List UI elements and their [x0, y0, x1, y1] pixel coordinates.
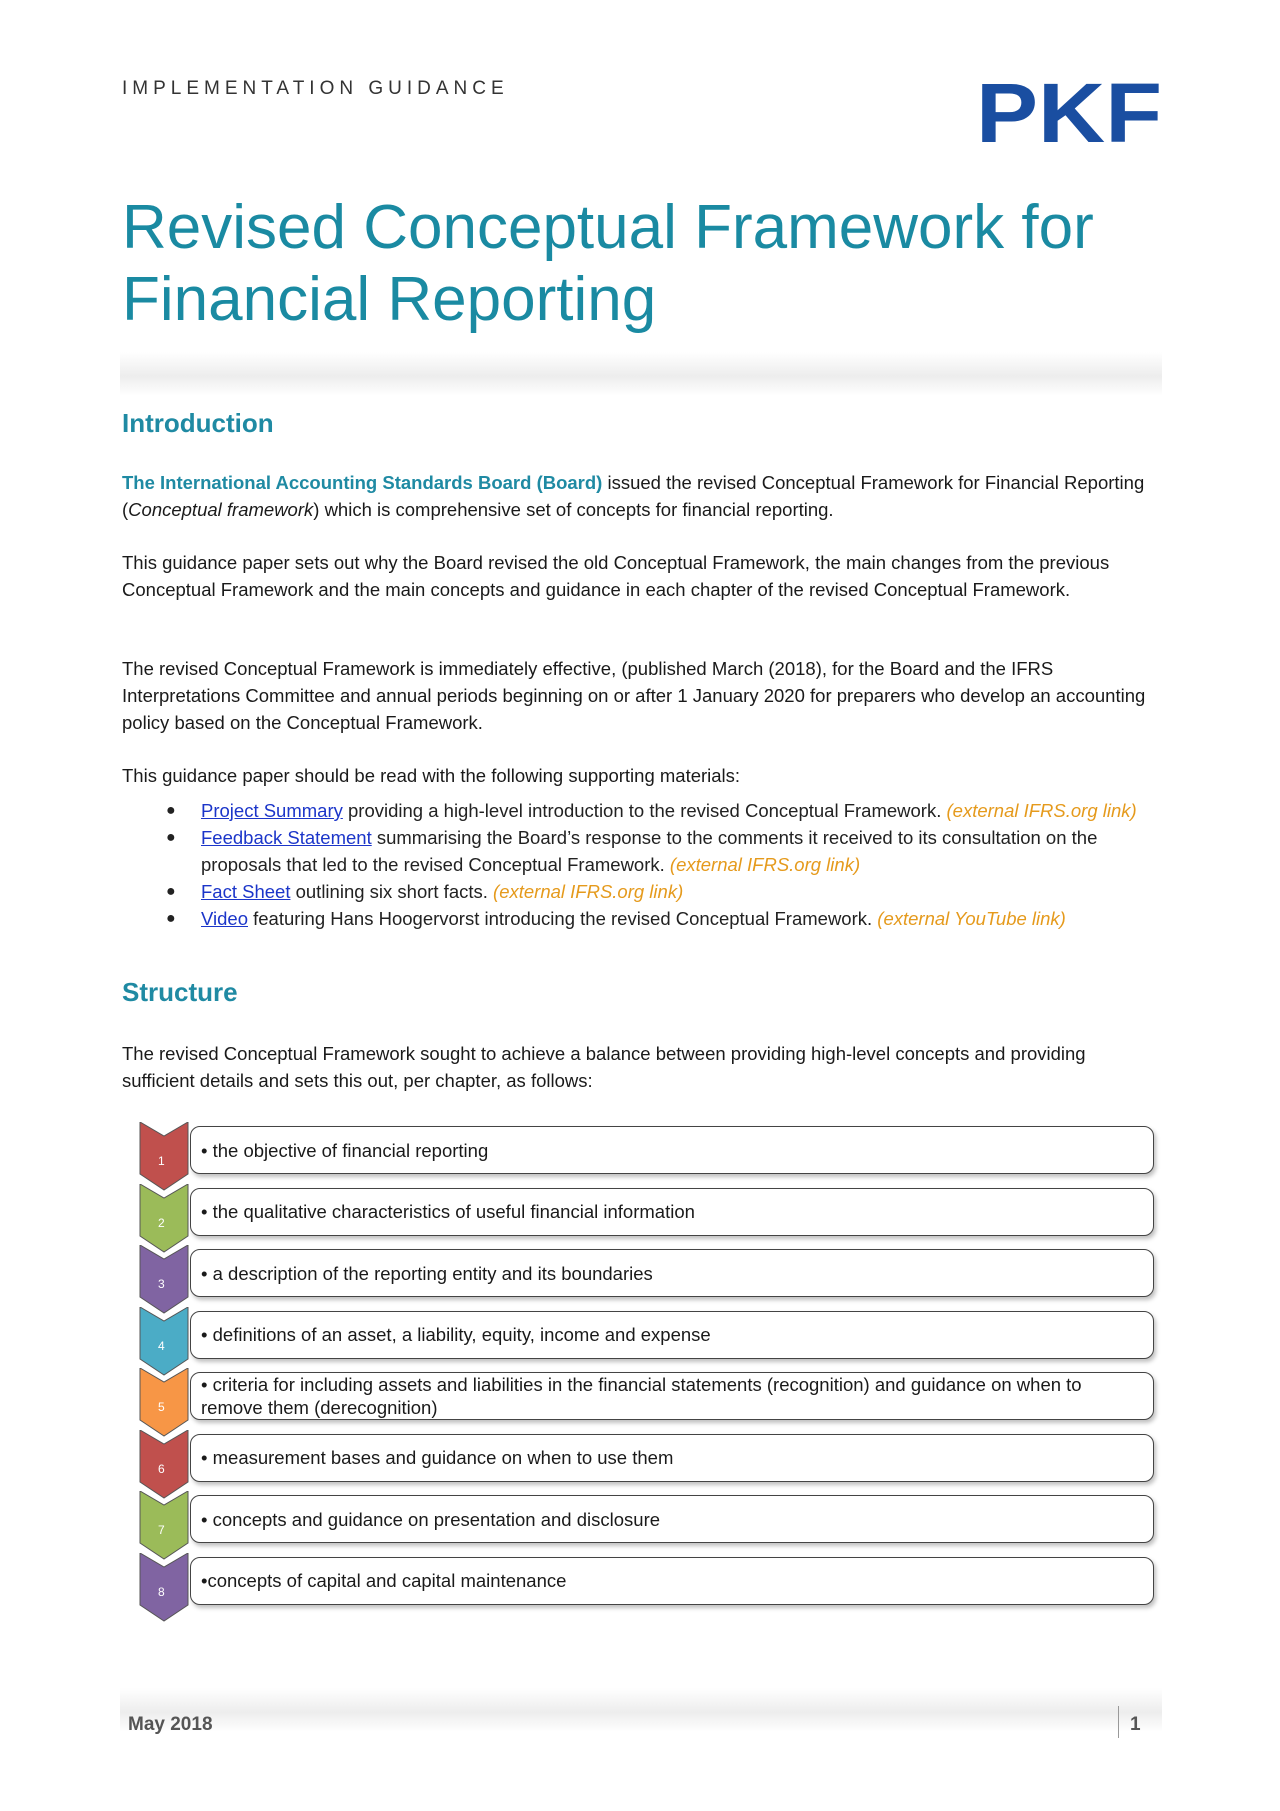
fact-sheet-link[interactable]: Fact Sheet: [201, 881, 291, 902]
footer-separator: [1118, 1706, 1119, 1738]
bullet-icon: ●: [166, 910, 176, 927]
intro-p1-emphasis: Conceptual framework: [128, 499, 314, 520]
intro-paragraph-4: This guidance paper should be read with the following supporting materials:: [122, 765, 741, 786]
chapter-number: 3: [158, 1277, 165, 1291]
intro-paragraph-2: This guidance paper sets out why the Board revised the old Conceptual Framework, the main changes from the previous Conceptual Framework and the main concepts and guidance in each chapter of the revised Conceptual Framework.: [122, 552, 1110, 600]
list-item-text: outlining six short facts.: [290, 881, 494, 902]
intro-p1-text-a: issued the revised Conceptual Framework for Financial Reporting (: [122, 472, 1145, 520]
bullet-icon: ●: [166, 883, 176, 900]
pkf-logo: [976, 72, 1162, 154]
chapter-label: • a description of the reporting entity and its boundaries: [201, 1262, 653, 1284]
page-number: 1: [1130, 1714, 1141, 1735]
chapter-label: • the objective of financial reporting: [201, 1139, 489, 1161]
external-link-note: (external IFRS.org link): [946, 800, 1137, 821]
external-link-note: (external YouTube link): [877, 908, 1066, 929]
intro-paragraph-1: [122, 469, 1162, 523]
chapter-number: 6: [158, 1461, 165, 1476]
title-divider: [120, 352, 1162, 396]
supporting-materials-list: [122, 797, 1167, 932]
introduction-heading: Introduction: [122, 408, 274, 438]
chapter-number: 1: [158, 1154, 165, 1168]
page-title: [122, 192, 1122, 336]
chapter-item: [190, 1188, 1154, 1236]
chapter-number: 2: [158, 1215, 165, 1230]
chapter-number: 5: [158, 1400, 165, 1414]
iasb-link[interactable]: The International Accounting Standards Board (Board): [122, 472, 603, 493]
chapter-number: 7: [158, 1523, 165, 1537]
external-link-note: (external IFRS.org link): [669, 854, 861, 875]
bullet-icon: ●: [166, 802, 176, 819]
title-line-2: Financial Reporting: [122, 265, 657, 334]
intro-paragraph-3: The revised Conceptual Framework is immediately effective, (published March (2018), for the Board and the IFRS Interpretations Committee and annual periods beginning on or after 1 January 2020 for preparers who develop an accounting policy based on the Conceptual Framework.: [122, 658, 1146, 733]
list-item: [122, 824, 1167, 878]
list-item: [122, 797, 1167, 824]
chapter-number: 8: [158, 1584, 165, 1599]
list-item: [122, 878, 1167, 905]
chapter-item: [190, 1311, 1154, 1359]
chapter-label: • the qualitative characteristics of useful financial information: [201, 1201, 695, 1222]
chapter-item: [190, 1249, 1154, 1297]
chapter-item: [190, 1126, 1154, 1174]
logo-text: PKF: [976, 72, 1162, 154]
chapter-item: [190, 1557, 1154, 1605]
list-item-text: featuring Hans Hoogervorst introducing the revised Conceptual Framework.: [247, 908, 878, 929]
intro-p1-text-b: ) which is comprehensive set of concepts for financial reporting.: [313, 499, 834, 520]
chapter-number: 4: [158, 1338, 165, 1353]
bullet-icon: ●: [166, 829, 176, 846]
structure-intro: The revised Conceptual Framework sought to achieve a balance between providing high-level concepts and providing sufficient details and sets this out, per chapter, as follows:: [122, 1043, 1086, 1091]
project-summary-link[interactable]: Project Summary: [201, 800, 343, 821]
chapter-item: [190, 1372, 1154, 1420]
chapter-label: • criteria for including assets and liabilities in the financial statements (recognition) and guidance on when to remove them (derecognition): [201, 1374, 1082, 1418]
list-item-text: providing a high-level introduction to the revised Conceptual Framework.: [342, 800, 947, 821]
chapter-label: • concepts and guidance on presentation and disclosure: [201, 1508, 661, 1530]
document-category: IMPLEMENTATION GUIDANCE: [122, 78, 509, 99]
chapter-label: • measurement bases and guidance on when to use them: [201, 1447, 674, 1468]
chapter-label: • definitions of an asset, a liability, equity, income and expense: [201, 1324, 711, 1345]
chapter-item: [190, 1434, 1154, 1482]
title-line-1: Revised Conceptual Framework for: [122, 193, 1094, 262]
chapter-label: •concepts of capital and capital maintenance: [201, 1570, 567, 1591]
list-item-text: summarising the Board’s response to the comments it received to its consultation on the proposals that led to the revised Conceptual Framework.: [201, 827, 1098, 875]
list-item: [122, 905, 1167, 932]
chapter-item: [190, 1495, 1154, 1543]
external-link-note: (external IFRS.org link): [493, 881, 684, 902]
structure-heading: Structure: [122, 977, 238, 1007]
video-link[interactable]: Video: [201, 908, 248, 929]
footer-date: May 2018: [128, 1714, 213, 1735]
feedback-statement-link[interactable]: Feedback Statement: [201, 827, 372, 848]
footer-divider: [120, 1688, 1162, 1732]
